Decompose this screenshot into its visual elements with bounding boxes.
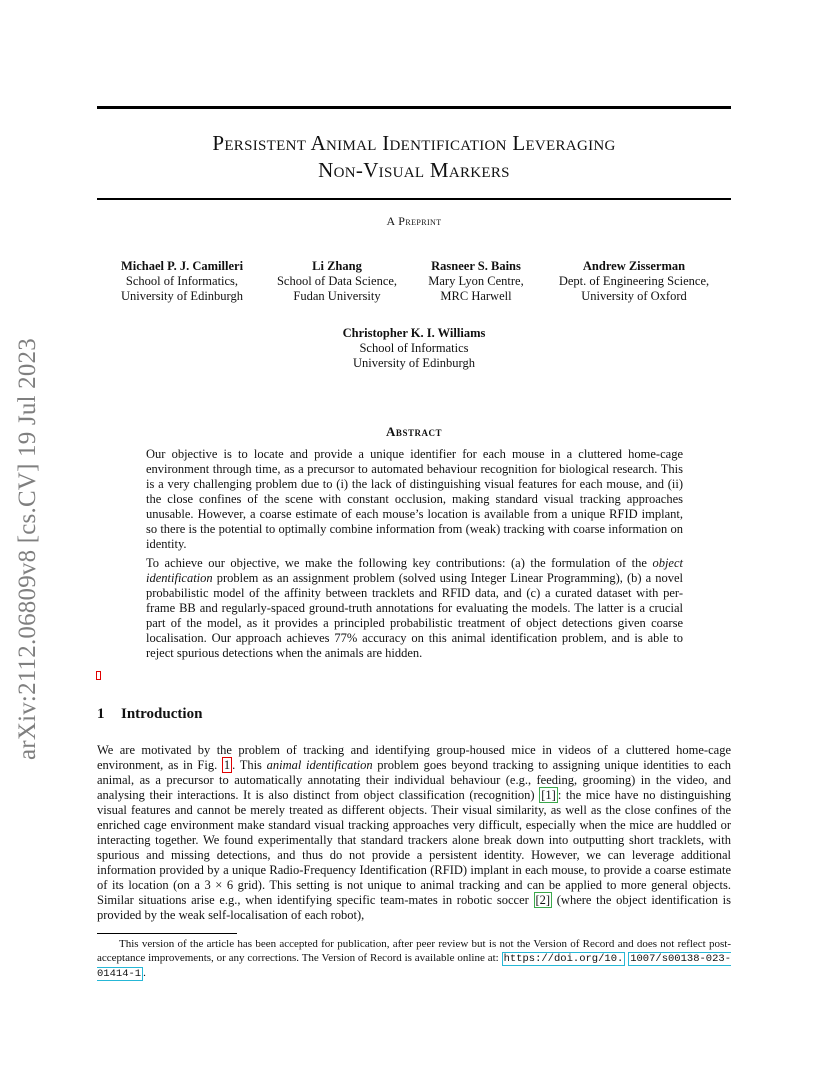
author-institution: University of Edinburgh: [353, 356, 475, 370]
author-affiliation: Mary Lyon Centre,: [428, 274, 524, 288]
text-run: We are motivated by the problem of tracking and identifying group-housed mice in videos of a cluttered home-cage environment, as in Fig.: [97, 743, 731, 772]
author-affiliation: School of Informatics,: [125, 274, 239, 288]
author-3: [414, 259, 538, 304]
author-name: Rasneer S. Bains: [431, 259, 521, 273]
section-title: Introduction: [121, 706, 203, 722]
author-institution: University of Oxford: [581, 289, 687, 303]
citation-link[interactable]: [2]: [535, 893, 551, 907]
doi-link-continued[interactable]: 1007/s00138-023-01414-1: [97, 953, 732, 980]
author-name: Michael P. J. Camilleri: [120, 259, 244, 273]
section-heading: [97, 706, 202, 723]
text-run: . This: [232, 758, 267, 772]
author-institution: Fudan University: [293, 289, 381, 303]
author-1: [104, 259, 260, 304]
author-name: Li Zhang: [312, 259, 362, 273]
title-bottom-rule: [97, 198, 731, 200]
abstract-paragraph-1: [146, 447, 683, 552]
author-affiliation: Dept. of Engineering Science,: [558, 274, 710, 288]
footnote-end: .: [143, 967, 146, 979]
citation-link[interactable]: [1]: [541, 788, 556, 802]
emphasis: animal identification: [266, 758, 373, 772]
abstract-text: [146, 556, 683, 661]
emphasis: object identification: [146, 556, 683, 585]
author-5: [314, 326, 514, 371]
author-name: Christopher K. I. Williams: [342, 326, 486, 340]
title-line-2: Non-Visual Markers: [318, 158, 510, 182]
footnote-text: This version of the article has been accepted for publication, after peer review but is not the Version of Record and does not reflect post-acceptance improvements, or any corrections. The Version of Record is available online at:: [97, 938, 731, 964]
title-line-1: Persistent Animal Identification Leveraging: [212, 131, 616, 155]
author-institution: University of Edinburgh: [121, 289, 243, 303]
author-affiliation: School of Informatics: [359, 341, 469, 355]
text-run: : the mice have no distinguishing visual features and cannot be merely treated as different objects. Their visual similarity, as well as the close confines of the enriched cage environment make standard visual tracking approaches very difficult, especially when the mice are huddled or interacting together. We found experimentally that standard trackers alone break down into outputting short tracklets, with spurious and missing detections, and thus do not provide a persistent identity. However, we can leverage additional information provided by a unique Radio-Frequency Identification (RFID) implant in each mouse, to provide a coarse estimate of its location (on a 3 × 6 grid). This setting is not unique to animal tracking and can be applied to more general objects. Similar situations arise e.g., when identifying specific team-mates in robotic soccer: [97, 788, 731, 907]
red-marker: [96, 671, 101, 680]
author-institution: MRC Harwell: [440, 289, 512, 303]
footnote: [97, 937, 731, 981]
arxiv-identifier[interactable]: arXiv:2112.06809v8 [cs.CV] 19 Jul 2023: [14, 338, 41, 760]
text-run: To achieve our objective, we make the following key contributions: (a) the formulation of the: [146, 556, 653, 570]
abstract-heading: Abstract: [386, 424, 442, 439]
text-run: (where the object identification is provided by the weak self-localisation of each robot),: [97, 893, 731, 922]
footnote-rule: [97, 933, 237, 934]
author-name: Andrew Zisserman: [582, 259, 686, 273]
abstract-text: Our objective is to locate and provide a unique identifier for each mouse in a cluttered home-cage environment through time, as a precursor to automated behaviour recognition for biological research. This is a very challenging problem due to (i) the lack of distinguishing visual features for each mouse, and (ii) the close confines of the scene with constant occlusion, making standard visual tracking approaches unusable. However, a coarse estimate of each mouse’s location is available from a unique RFID implant, so there is the potential to optimally combine information from (weak) tracking with coarse information on identity.: [146, 447, 683, 551]
author-2: [262, 259, 412, 304]
abstract-paragraph-2: [146, 556, 683, 661]
intro-text: [97, 743, 731, 923]
figure-link[interactable]: 1: [223, 758, 231, 772]
author-4: [540, 259, 728, 304]
author-affiliation: School of Data Science,: [276, 274, 398, 288]
title-top-rule: [97, 106, 731, 109]
text-run: problem as an assignment problem (solved using Integer Linear Programming), (b) a novel probabilistic model of the affinity between tracklets and RFID data, and (c) a curated dataset with per-frame BB and regularly-spaced ground-truth annotations for evaluating the models. The latter is a crucial part of the model, as it provides a principled probabilistic treatment of object detections given coarse localisation. Our approach achieves 77% accuracy on this animal identification problem, and is able to reject spurious detections when the animals are hidden.: [146, 571, 683, 660]
doi-link[interactable]: https://doi.org/10.: [503, 953, 624, 965]
paper-title: [97, 130, 731, 184]
text-run: problem goes beyond tracking to assigning unique identities to each animal, as a precursor to automatically annotating their individual behaviour (e.g., feeding, grooming) in the video, and analysing their interactions. It is also distinct from object classification (recognition): [97, 758, 731, 802]
intro-paragraph: [97, 743, 731, 923]
preprint-label: A Preprint: [386, 214, 442, 228]
section-number: 1: [97, 706, 105, 722]
